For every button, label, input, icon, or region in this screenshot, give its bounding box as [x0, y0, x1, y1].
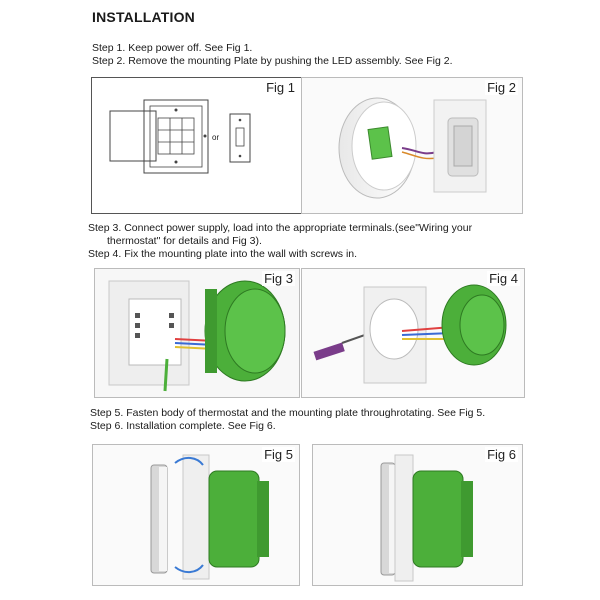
fig-3-label: Fig 3: [264, 271, 293, 286]
fig-6-panel: [312, 444, 523, 586]
fig-4-illustration: [302, 269, 524, 397]
fig-4-panel: [301, 268, 525, 398]
fig-2-illustration: [302, 78, 522, 213]
fig-3-illustration: [95, 269, 299, 397]
fig-6-label: Fig 6: [487, 447, 516, 462]
fig-2-label: Fig 2: [487, 80, 516, 95]
step-3: Step 3. Connect power supply, load into the appropriate terminals.(see"Wiring your: [88, 222, 473, 234]
fig-5-label: Fig 5: [264, 447, 293, 462]
step-3-continued: thermostat" for details and Fig 3).: [107, 235, 262, 247]
fig-3-panel: [94, 268, 300, 398]
fig-1-or-text: or: [212, 133, 220, 142]
fig-5-illustration: [93, 445, 299, 585]
fig-1-panel: [91, 77, 302, 214]
fig-2-panel: [301, 77, 523, 214]
step-5: Step 5. Fasten body of thermostat and the mounting plate throughrotating. See Fig 5.: [90, 407, 486, 419]
step-6: Step 6. Installation complete. See Fig 6.: [90, 420, 276, 432]
step-4: Step 4. Fix the mounting plate into the wall with screws in.: [88, 248, 358, 260]
fig-5-panel: [92, 444, 300, 586]
step-2: Step 2. Remove the mounting Plate by pushing the LED assembly. See Fig 2.: [92, 55, 453, 67]
fig-6-illustration: [313, 445, 522, 585]
page-title: INSTALLATION: [92, 9, 195, 25]
fig-4-label: Fig 4: [489, 271, 518, 286]
fig-1-drawing: [92, 78, 301, 213]
step-1: Step 1. Keep power off. See Fig 1.: [92, 42, 253, 54]
fig-1-label: Fig 1: [266, 80, 295, 95]
